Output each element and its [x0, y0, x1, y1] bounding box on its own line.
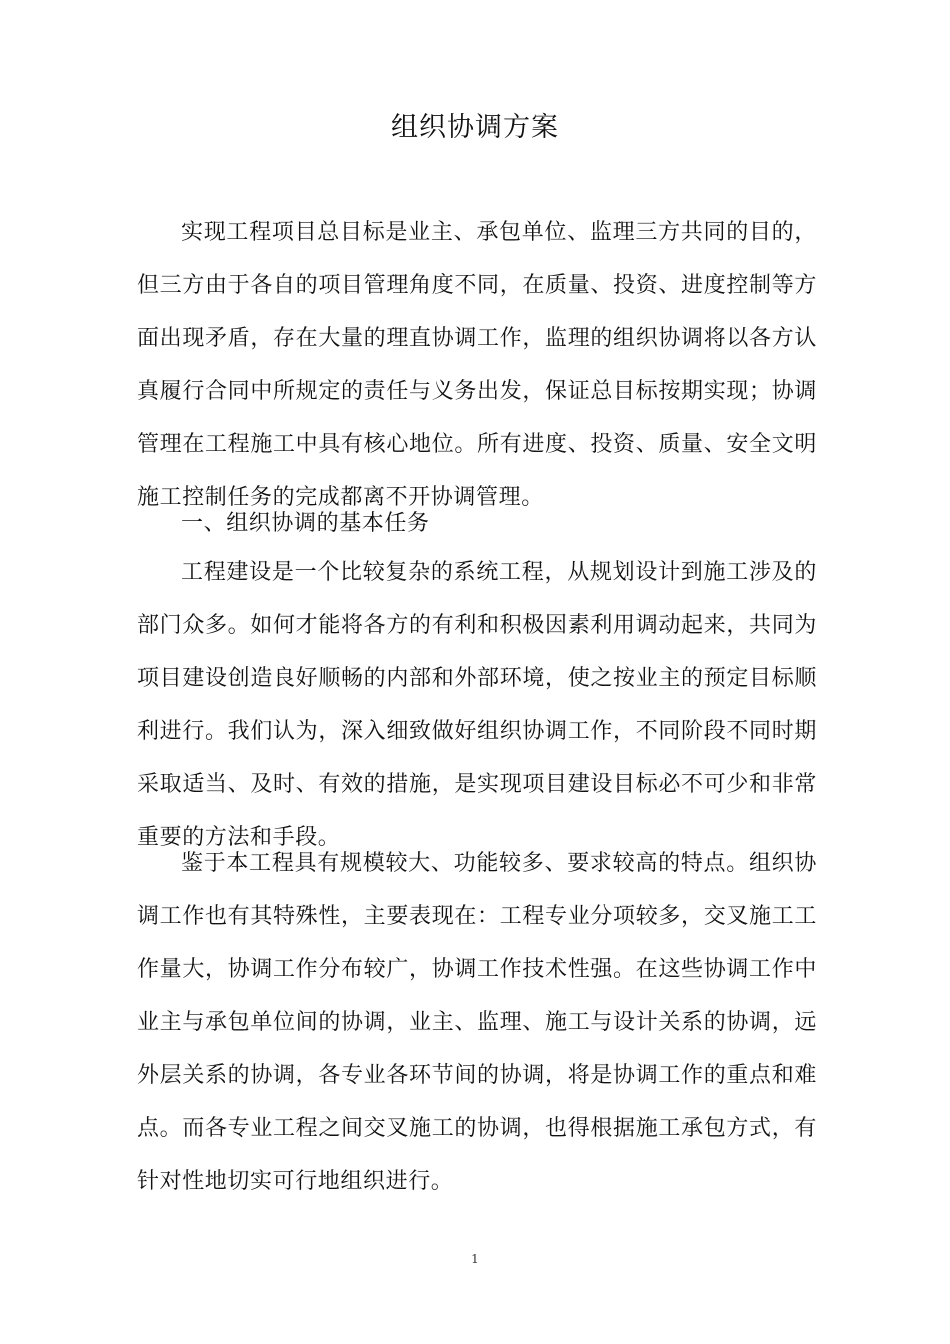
- page-number: 1: [471, 1252, 479, 1266]
- intro-paragraph: 实现工程项目总目标是业主、承包单位、监理三方共同的目的，但三方由于各自的项目管理角度不同，在质量、投资、进度控制等方面出现矛盾，存在大量的理直协调工作，监理的组织协调将以各方认真履行合同中所规定的责任与义务出发，保证总目标按期实现；协调管理在工程施工中具有核心地位。所有进度、投资、质量、安全文明施工控制任务的完成都离不开协调管理。: [137, 220, 817, 510]
- document-title: 组织协调方案: [391, 112, 559, 143]
- section-heading: 一、组织协调的基本任务: [181, 511, 430, 536]
- characteristics-paragraph: 鉴于本工程具有规模较大、功能较多、要求较高的特点。组织协调工作也有其特殊性，主要表现在：工程专业分项较多，交叉施工工作量大，协调工作分布较广，协调工作技术性强。在这些协调工作中业主与承包单位间的协调，业主、监理、施工与设计关系的协调，远外层关系的协调，各专业各环节间的协调，将是协调工作的重点和难点。而各专业工程之间交叉施工的协调，也得根据施工承包方式，有针对性地切实可行地组织进行。: [137, 851, 817, 1194]
- basic-task-paragraph: 工程建设是一个比较复杂的系统工程，从规划设计到施工涉及的部门众多。如何才能将各方的有利和积极因素利用调动起来，共同为项目建设创造良好顺畅的内部和外部环境，使之按业主的预定目标顺利进行。我们认为，深入细致做好组织协调工作，不同阶段不同时期采取适当、及时、有效的措施，是实现项目建设目标必不可少和非常重要的方法和手段。: [137, 560, 817, 850]
